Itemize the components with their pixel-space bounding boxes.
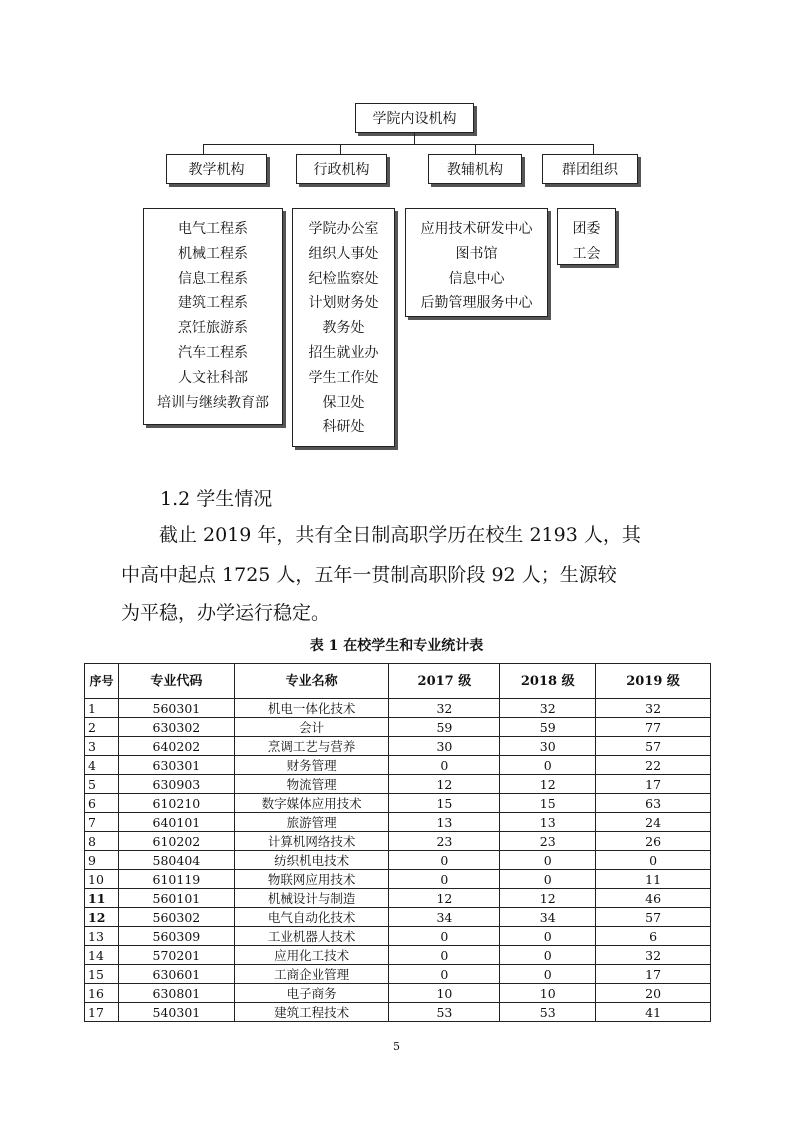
cell-2018: 13 — [500, 813, 596, 832]
paragraph-line: 截止 2019 年，共有全日制高职学历在校生 2193 人，其 — [159, 524, 641, 546]
cell-code: 640101 — [118, 813, 234, 832]
cell-2019: 17 — [596, 775, 711, 794]
cell-code: 610119 — [118, 870, 234, 889]
paragraph-line: 中高中起点 1725 人，五年一贯制高职阶段 92 人；生源较 — [121, 564, 617, 586]
cell-major: 旅游管理 — [234, 813, 389, 832]
cell-2019: 22 — [596, 756, 711, 775]
org-item: 学生工作处 — [308, 369, 379, 386]
org-group-label: 教学机构 — [188, 162, 245, 178]
cell-code: 560301 — [118, 699, 234, 718]
table-row — [85, 756, 711, 775]
student-statistics-table — [84, 663, 711, 1022]
cell-index: 5 — [85, 775, 119, 794]
cell-2019: 26 — [596, 832, 711, 851]
org-list-mass — [557, 208, 616, 265]
cell-code: 540301 — [118, 1003, 234, 1022]
cell-2019: 41 — [596, 1003, 711, 1022]
paragraph-line: 为平稳，办学运行稳定。 — [121, 602, 331, 624]
cell-2018: 23 — [500, 832, 596, 851]
cell-index: 11 — [85, 889, 119, 908]
table-row — [85, 870, 711, 889]
org-root-label: 学院内设机构 — [372, 111, 457, 127]
cell-2017: 0 — [389, 756, 500, 775]
cell-major: 应用化工技术 — [234, 946, 389, 965]
org-item: 建筑工程系 — [178, 295, 248, 312]
cell-2017: 59 — [389, 718, 500, 737]
cell-2018: 0 — [500, 851, 596, 870]
cell-2017: 15 — [389, 794, 500, 813]
cell-index: 9 — [85, 851, 119, 870]
cell-index: 3 — [85, 737, 119, 756]
org-list-admin — [292, 208, 395, 447]
cell-2018: 59 — [500, 718, 596, 737]
table-row — [85, 832, 711, 851]
cell-code: 560309 — [118, 927, 234, 946]
org-item: 纪检监察处 — [308, 270, 379, 287]
cell-major: 计算机网络技术 — [234, 832, 389, 851]
cell-major: 物流管理 — [234, 775, 389, 794]
cell-major: 机械设计与制造 — [234, 889, 389, 908]
org-item: 保卫处 — [322, 394, 365, 411]
connector-admin — [340, 144, 341, 154]
org-item: 机械工程系 — [178, 245, 248, 262]
cell-2017: 0 — [389, 870, 500, 889]
cell-index: 16 — [85, 984, 119, 1003]
cell-2017: 12 — [389, 775, 500, 794]
cell-2018: 0 — [500, 927, 596, 946]
cell-2018: 0 — [500, 965, 596, 984]
org-item: 招生就业办 — [308, 344, 379, 361]
org-item: 学院办公室 — [308, 221, 379, 237]
cell-2019: 0 — [596, 851, 711, 870]
cell-2018: 15 — [500, 794, 596, 813]
cell-2017: 32 — [389, 699, 500, 718]
cell-2019: 57 — [596, 908, 711, 927]
cell-index: 4 — [85, 756, 119, 775]
table-row — [85, 984, 711, 1003]
cell-2017: 0 — [389, 927, 500, 946]
org-item: 计划财务处 — [308, 295, 379, 312]
cell-major: 数字媒体应用技术 — [234, 794, 389, 813]
org-group-admin — [296, 154, 387, 184]
header-code: 专业代码 — [118, 664, 234, 699]
cell-2018: 12 — [500, 889, 596, 908]
cell-major: 工商企业管理 — [234, 965, 389, 984]
table-row — [85, 946, 711, 965]
cell-code: 560101 — [118, 889, 234, 908]
table-row — [85, 1003, 711, 1022]
cell-2019: 6 — [596, 927, 711, 946]
table-row — [85, 718, 711, 737]
page-number: 5 — [393, 1040, 400, 1053]
table-row — [85, 927, 711, 946]
cell-2018: 32 — [500, 699, 596, 718]
header-2019: 2019 级 — [596, 664, 711, 699]
cell-index: 8 — [85, 832, 119, 851]
cell-major: 会计 — [234, 718, 389, 737]
cell-index: 1 — [85, 699, 119, 718]
cell-code: 630903 — [118, 775, 234, 794]
table-row — [85, 737, 711, 756]
table-header-row — [85, 664, 711, 699]
org-item: 信息中心 — [448, 270, 505, 287]
org-item: 团委 — [572, 221, 601, 237]
header-2018: 2018 级 — [500, 664, 596, 699]
cell-code: 560302 — [118, 908, 234, 927]
table-row — [85, 908, 711, 927]
section-heading: 1.2 学生情况 — [160, 488, 273, 510]
cell-2017: 12 — [389, 889, 500, 908]
cell-2019: 32 — [596, 699, 711, 718]
cell-major: 工业机器人技术 — [234, 927, 389, 946]
header-index: 序号 — [85, 664, 119, 699]
cell-major: 机电一体化技术 — [234, 699, 389, 718]
cell-2018: 53 — [500, 1003, 596, 1022]
connector-root-down — [414, 133, 415, 144]
cell-code: 640202 — [118, 737, 234, 756]
cell-2018: 0 — [500, 946, 596, 965]
cell-2019: 24 — [596, 813, 711, 832]
org-group-support — [428, 154, 522, 184]
org-item: 信息工程系 — [178, 270, 248, 287]
cell-2017: 0 — [389, 965, 500, 984]
table-row — [85, 775, 711, 794]
cell-index: 14 — [85, 946, 119, 965]
org-item: 教务处 — [322, 320, 365, 337]
cell-2019: 20 — [596, 984, 711, 1003]
cell-2018: 30 — [500, 737, 596, 756]
cell-code: 580404 — [118, 851, 234, 870]
cell-2019: 32 — [596, 946, 711, 965]
cell-code: 610202 — [118, 832, 234, 851]
cell-code: 630302 — [118, 718, 234, 737]
cell-major: 纺织机电技术 — [234, 851, 389, 870]
table-row — [85, 851, 711, 870]
cell-code: 630801 — [118, 984, 234, 1003]
org-item: 工会 — [572, 245, 601, 262]
table-row — [85, 813, 711, 832]
cell-2018: 10 — [500, 984, 596, 1003]
org-item: 人文社科部 — [178, 369, 248, 386]
org-item: 图书馆 — [455, 245, 498, 262]
cell-index: 12 — [85, 908, 119, 927]
org-group-label: 教辅机构 — [447, 162, 503, 178]
cell-2019: 63 — [596, 794, 711, 813]
org-root-box — [355, 103, 474, 133]
org-group-mass — [542, 154, 638, 184]
connector-support — [475, 144, 476, 154]
header-2017: 2017 级 — [389, 664, 500, 699]
cell-2017: 23 — [389, 832, 500, 851]
org-list-teaching — [143, 208, 283, 425]
org-list-support — [405, 208, 548, 317]
cell-index: 13 — [85, 927, 119, 946]
cell-2019: 57 — [596, 737, 711, 756]
cell-2017: 34 — [389, 908, 500, 927]
cell-code: 570201 — [118, 946, 234, 965]
org-item: 应用技术研发中心 — [420, 221, 533, 237]
org-item: 培训与继续教育部 — [157, 394, 269, 411]
cell-index: 10 — [85, 870, 119, 889]
cell-2017: 10 — [389, 984, 500, 1003]
header-major: 专业名称 — [234, 664, 389, 699]
org-item: 电气工程系 — [178, 221, 248, 237]
org-item: 组织人事处 — [308, 245, 379, 262]
table-row — [85, 794, 711, 813]
cell-2017: 53 — [389, 1003, 500, 1022]
connector-horizontal — [203, 144, 594, 145]
org-item: 科研处 — [322, 419, 365, 436]
cell-index: 7 — [85, 813, 119, 832]
cell-2018: 12 — [500, 775, 596, 794]
cell-code: 610210 — [118, 794, 234, 813]
cell-2018: 0 — [500, 870, 596, 889]
cell-2017: 30 — [389, 737, 500, 756]
cell-major: 烹调工艺与营养 — [234, 737, 389, 756]
cell-2019: 46 — [596, 889, 711, 908]
table-row — [85, 889, 711, 908]
cell-2019: 17 — [596, 965, 711, 984]
org-item: 烹饪旅游系 — [178, 320, 248, 337]
cell-major: 建筑工程技术 — [234, 1003, 389, 1022]
cell-2018: 0 — [500, 756, 596, 775]
table-row — [85, 965, 711, 984]
org-item: 汽车工程系 — [178, 344, 248, 361]
connector-teaching — [203, 144, 204, 154]
cell-code: 630601 — [118, 965, 234, 984]
org-item: 后勤管理服务中心 — [420, 295, 533, 312]
cell-index: 17 — [85, 1003, 119, 1022]
cell-index: 2 — [85, 718, 119, 737]
org-group-label: 群团组织 — [562, 162, 618, 178]
org-group-teaching — [166, 154, 267, 184]
cell-index: 15 — [85, 965, 119, 984]
table-caption: 表 1 在校学生和专业统计表 — [309, 638, 484, 654]
cell-major: 电子商务 — [234, 984, 389, 1003]
cell-code: 630301 — [118, 756, 234, 775]
cell-2017: 0 — [389, 851, 500, 870]
cell-index: 6 — [85, 794, 119, 813]
cell-2019: 77 — [596, 718, 711, 737]
table-row — [85, 699, 711, 718]
cell-2018: 34 — [500, 908, 596, 927]
cell-major: 财务管理 — [234, 756, 389, 775]
cell-major: 电气自动化技术 — [234, 908, 389, 927]
connector-groups — [593, 144, 594, 154]
cell-2017: 13 — [389, 813, 500, 832]
cell-2019: 11 — [596, 870, 711, 889]
org-group-label: 行政机构 — [313, 162, 370, 178]
cell-major: 物联网应用技术 — [234, 870, 389, 889]
cell-2017: 0 — [389, 946, 500, 965]
